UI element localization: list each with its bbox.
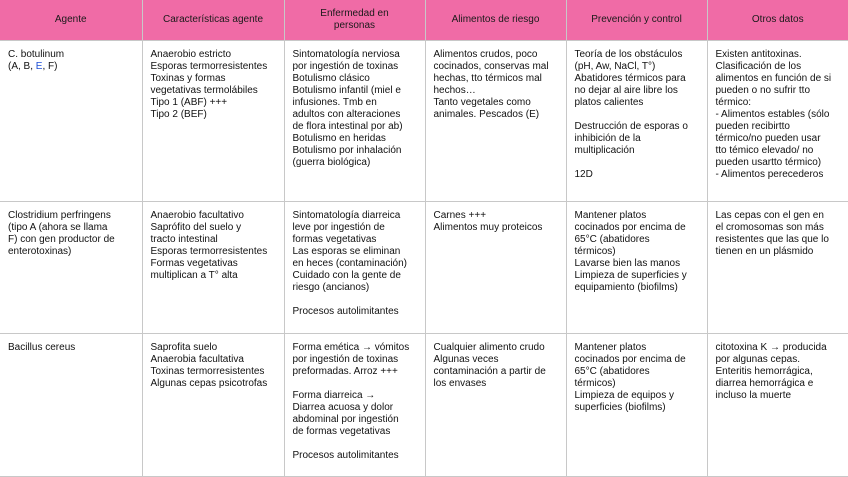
header-enfermedad: Enfermedad en personas bbox=[284, 0, 425, 41]
cell-enfermedad: Sintomatología diarreica leve por ingestión de formas vegetativas Las esporas se eliminan en heces (contaminación) Cuidado con la gente de riesgo (ancianos) Procesos autolimitantes bbox=[284, 202, 425, 334]
cell-prevencion: Teoría de los obstáculos (pH, Aw, NaCl, T°) Abatidores térmicos para no dejar al aire libre los platos calientes Destrucción de esporas o inhibición de la multiplicación 12D bbox=[566, 41, 707, 202]
cell-otros: citotoxina K → producida por algunas cepas. Enteritis hemorrágica, diarrea hemorrágica e incluso la muerte bbox=[707, 334, 848, 477]
cell-otros: Las cepas con el gen en el cromosomas son más resistentes que las que lo tienen en un plásmido bbox=[707, 202, 848, 334]
cell-enfermedad: Forma emética → vómitos por ingestión de toxinas preformadas. Arroz +++ Forma diarreica → Diarrea acuosa y dolor abdominal por ingestión de formas vegetativas Procesos autolimitantes bbox=[284, 334, 425, 477]
cell-prevencion: Mantener platos cocinados por encima de 65°C (abatidores térmicos) Lavarse bien las manos Limpieza de superficies y equipamiento (biofilms) bbox=[566, 202, 707, 334]
cell-prevencion: Mantener platos cocinados por encima de 65°C (abatidores térmicos) Limpieza de equipos y superficies (biofilms) bbox=[566, 334, 707, 477]
header-otros: Otros datos bbox=[707, 0, 848, 41]
cell-agente: Bacillus cereus bbox=[0, 334, 142, 477]
cell-enfermedad: Sintomatología nerviosa por ingestión de toxinas Botulismo clásico Botulismo infantil (miel e infusiones. Tmb en adultos con alteraciones de flora intestinal por ab) Botulismo en heridas Botulismo por inhalación (guerra biológica) bbox=[284, 41, 425, 202]
header-agente: Agente bbox=[0, 0, 142, 41]
header-prevencion: Prevención y control bbox=[566, 0, 707, 41]
cell-alimentos: Alimentos crudos, poco cocinados, conservas mal hechas, tto térmicos mal hechos… Tanto vegetales como animales. Pescados (E) bbox=[425, 41, 566, 202]
agent-types: (A, B, E, F) bbox=[8, 61, 58, 72]
table-row bbox=[0, 202, 848, 334]
cell-otros: Existen antitoxinas. Clasificación de los alimentos en función de si pueden o no sufrir tto térmico: - Alimentos estables (sólo pueden recibirtto térmico/no pueden usar tto témico elevado/ no pueden usartto térmico) - Alimentos perecederos bbox=[707, 41, 848, 202]
table-row bbox=[0, 41, 848, 202]
cell-alimentos: Carnes +++ Alimentos muy proteicos bbox=[425, 202, 566, 334]
table-row bbox=[0, 334, 848, 477]
cell-alimentos: Cualquier alimento crudo Algunas veces contaminación a partir de los envases bbox=[425, 334, 566, 477]
agent-name: C. botulinum bbox=[8, 49, 65, 60]
header-row bbox=[0, 0, 848, 41]
cell-caracteristicas: Anaerobio estricto Esporas termorresistentes Toxinas y formas vegetativas termolábiles Tipo 1 (ABF) +++ Tipo 2 (BEF) bbox=[142, 41, 284, 202]
cell-caracteristicas: Anaerobio facultativo Saprófito del suelo y tracto intestinal Esporas termorresistentes Formas vegetativas multiplican a T° alta bbox=[142, 202, 284, 334]
header-alimentos: Alimentos de riesgo bbox=[425, 0, 566, 41]
cell-agente: Clostridium perfringens (tipo A (ahora se llama F) con gen productor de enterotoxinas) bbox=[0, 202, 142, 334]
cell-caracteristicas: Saprofita suelo Anaerobia facultativa Toxinas termorresistentes Algunas cepas psicotrofas bbox=[142, 334, 284, 477]
cell-agente bbox=[0, 41, 142, 202]
header-caracteristicas: Características agente bbox=[142, 0, 284, 41]
